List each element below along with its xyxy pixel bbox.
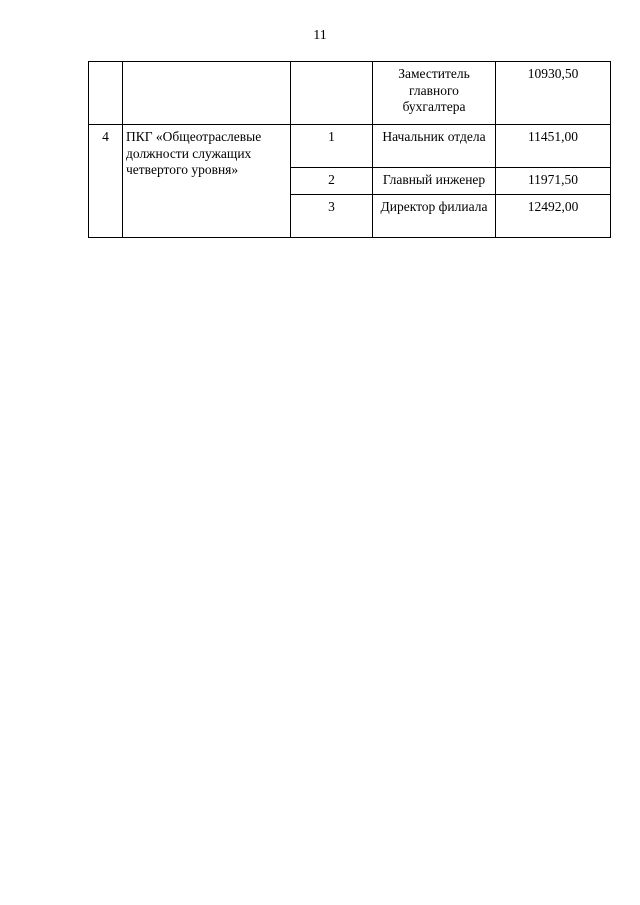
salary-cell: 12492,00 <box>496 195 611 238</box>
qualification-level-cell: 3 <box>291 195 373 238</box>
position-cell: Директор филиала <box>373 195 496 238</box>
salary-cell: 10930,50 <box>496 62 611 125</box>
qualification-level-cell <box>291 62 373 125</box>
position-cell: Главный инженер <box>373 168 496 195</box>
table-row <box>89 62 611 125</box>
row-number-cell <box>89 62 123 125</box>
qualification-level-cell: 1 <box>291 125 373 168</box>
salary-cell: 11451,00 <box>496 125 611 168</box>
salary-cell: 11971,50 <box>496 168 611 195</box>
qualification-level-cell: 2 <box>291 168 373 195</box>
row-number-cell: 4 <box>89 125 123 238</box>
salary-table <box>88 61 611 238</box>
position-cell: Заместитель главного бухгалтера <box>373 62 496 125</box>
group-name-cell: ПКГ «Общеотраслевые должности служащих четвертого уровня» <box>123 125 291 238</box>
page-number: 11 <box>313 28 327 43</box>
group-name-cell <box>123 62 291 125</box>
position-cell: Начальник отдела <box>373 125 496 168</box>
table-row <box>89 125 611 168</box>
